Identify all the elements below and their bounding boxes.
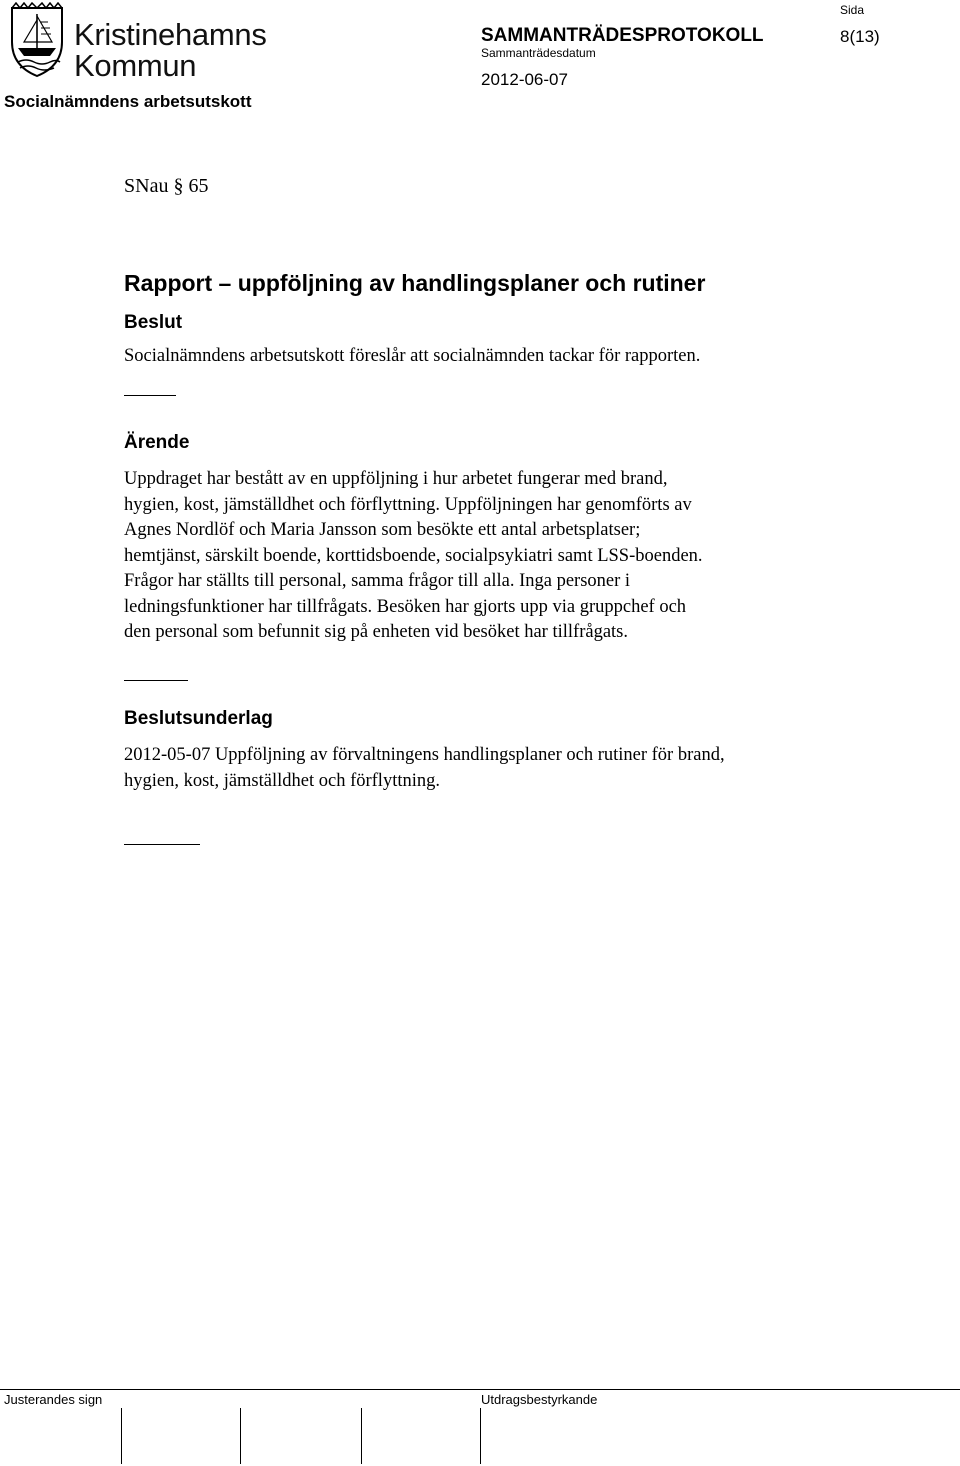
signature-box-divider — [361, 1408, 362, 1464]
signature-box-divider — [480, 1408, 481, 1464]
logo-wordmark-line1: Kristinehamns — [74, 17, 267, 52]
arende-heading: Ärende — [124, 432, 190, 453]
arende-line: den personal som befunnit sig på enheten vid besöket har tillfrågats. — [124, 622, 628, 642]
arende-line: hygien, kost, jämställdhet och förflyttning. Uppföljningen har genomförts av — [124, 494, 692, 515]
arende-text — [124, 467, 703, 646]
utdragsbestyrkande-label: Utdragsbestyrkande — [481, 1392, 598, 1407]
beslut-text: Socialnämndens arbetsutskott föreslår att socialnämnden tackar för rapporten. — [124, 346, 701, 366]
underlag-line: hygien, kost, jämställdhet och förflyttning. — [124, 770, 440, 791]
page-label: Sida — [840, 3, 865, 17]
beslutsunderlag-heading: Beslutsunderlag — [124, 708, 273, 729]
underlag-line: 2012-05-07 Uppföljning av förvaltningens handlingsplaner och rutiner för brand, — [124, 745, 725, 765]
beslut-heading: Beslut — [124, 312, 183, 333]
logo-wordmark-line2: Kommun — [74, 48, 197, 83]
section-divider — [124, 395, 176, 396]
section-divider — [124, 844, 200, 845]
paragraph-number: SNau § 65 — [124, 175, 209, 197]
department-name: Socialnämndens arbetsutskott — [4, 92, 252, 111]
arende-line: Uppdraget har bestått av en uppföljning i hur arbetet fungerar med brand, — [124, 469, 668, 489]
meeting-date: 2012-06-07 — [481, 70, 568, 89]
signature-box-divider — [121, 1408, 122, 1464]
protocol-title: SAMMANTRÄDESPROTOKOLL — [481, 25, 764, 46]
arende-line: Frågor har ställts till personal, samma frågor till alla. Inga personer i — [124, 571, 631, 591]
meeting-date-label: Sammanträdesdatum — [481, 46, 596, 60]
page-number: 8(13) — [840, 27, 880, 46]
arende-line: ledningsfunktioner har tillfrågats. Besöken har gjorts upp via gruppchef och — [124, 596, 687, 617]
item-title: Rapport – uppföljning av handlingsplaner och rutiner — [124, 270, 706, 296]
footer-rule — [0, 1389, 960, 1390]
signature-box-divider — [240, 1408, 241, 1464]
arende-line: Agnes Nordlöf och Maria Jansson som besökte ett antal arbetsplatser; — [124, 520, 641, 540]
justerandes-sign-label: Justerandes sign — [4, 1392, 103, 1407]
arende-line: hemtjänst, särskilt boende, korttidsboende, socialpsykiatri samt LSS-boenden. — [124, 545, 703, 566]
municipality-crest-logo — [6, 2, 68, 78]
section-divider — [124, 680, 188, 681]
beslutsunderlag-text — [124, 743, 725, 794]
